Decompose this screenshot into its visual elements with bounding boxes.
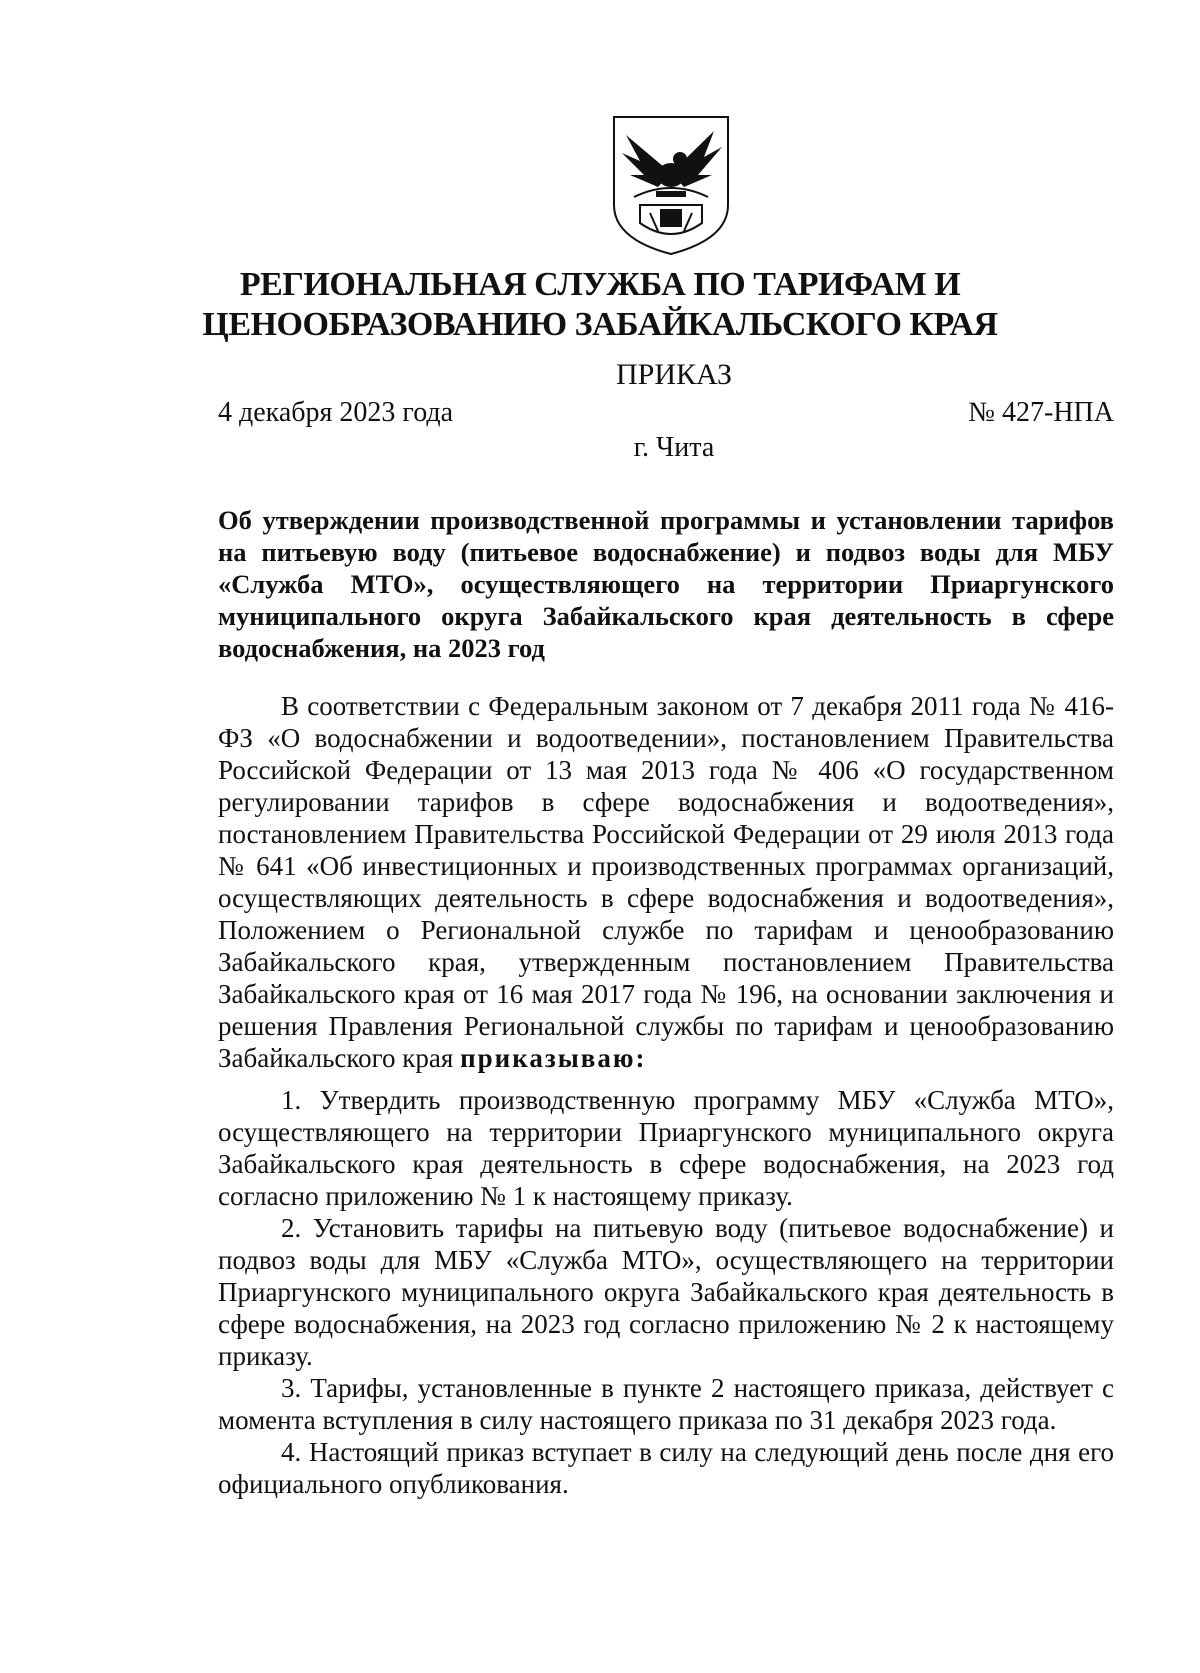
preamble-text: В соответствии с Федеральным законом от 7 декабря 2011 года № 416-ФЗ «О водоснабжении и водоотведении», постановлением Правительства Российской Федерации от 13 мая 2013 года № 406 «О государственном регулировании тарифов в сфере водоснабжения и водоотведения», постановлением Правительства Российской Федерации от 29 июля 2013 года № 641 «Об инвестиционных и производственных программах организаций, осуществляющих деятельность в сфере водоснабжения и водоотведения», Положением о Региональной службе по тарифам и ценообразованию Забайкальского края, утвержденным постановлением Правительства Забайкальского края от 16 мая 2017 года № 196, на основании заключения и решения Правления Региональной службы по тарифам и ценообразованию Забайкальского края [218,691,1114,1073]
document-city: г. Чита [633,432,715,463]
order-item: 2. Установить тарифы на питьевую воду (питьевое водоснабжение) и подвоз воды для МБУ «Служба МТО», осуществляющего на территории Приаргунского муниципального округа Забайкальского края деятельность в сфере водоснабжения, на 2023 год согласно приложению № 2 к настоящему приказу. [218,1213,1114,1371]
organization-title-line1: РЕГИОНАЛЬНАЯ СЛУЖБА ПО ТАРИФАМ И [239,266,961,303]
order-item: 1. Утвердить производственную программу МБУ «Служба МТО», осуществляющего на территории Приаргунского муниципального округа Забайкальского края деятельность в сфере водоснабжения, на 2023 год согласно приложению № 1 к настоящему приказу. [218,1085,1114,1211]
document-number: № 427-НПА [968,397,1114,428]
organization-title-line2: ЦЕНООБРАЗОВАНИЮ ЗАБАЙКАЛЬСКОГО КРАЯ [202,306,998,343]
preamble-paragraph [218,690,1114,1074]
coat-of-arms-eagle-icon [610,113,732,256]
document-date: 4 декабря 2023 года [218,397,454,428]
order-items [218,1084,1114,1500]
order-item: 4. Настоящий приказ вступает в силу на следующий день после дня его официального опубликования. [218,1437,1114,1499]
order-item: 3. Тарифы, установленные в пункте 2 настоящего приказа, действует с момента вступления в силу настоящего приказа по 31 декабря 2023 года. [218,1373,1114,1435]
organization-title [0,265,1200,345]
document-subject: Об утверждении производственной программы и установлении тарифов на питьевую воду (питьевое водоснабжение) и подвоз воды для МБУ «Служба МТО», осуществляющего на территории Приаргунского муниципального округа Забайкальского края деятельность в сфере водоснабжения, на 2023 год [218,505,1114,663]
document-type: ПРИКАЗ [616,358,732,391]
order-word: приказываю: [460,1043,647,1073]
